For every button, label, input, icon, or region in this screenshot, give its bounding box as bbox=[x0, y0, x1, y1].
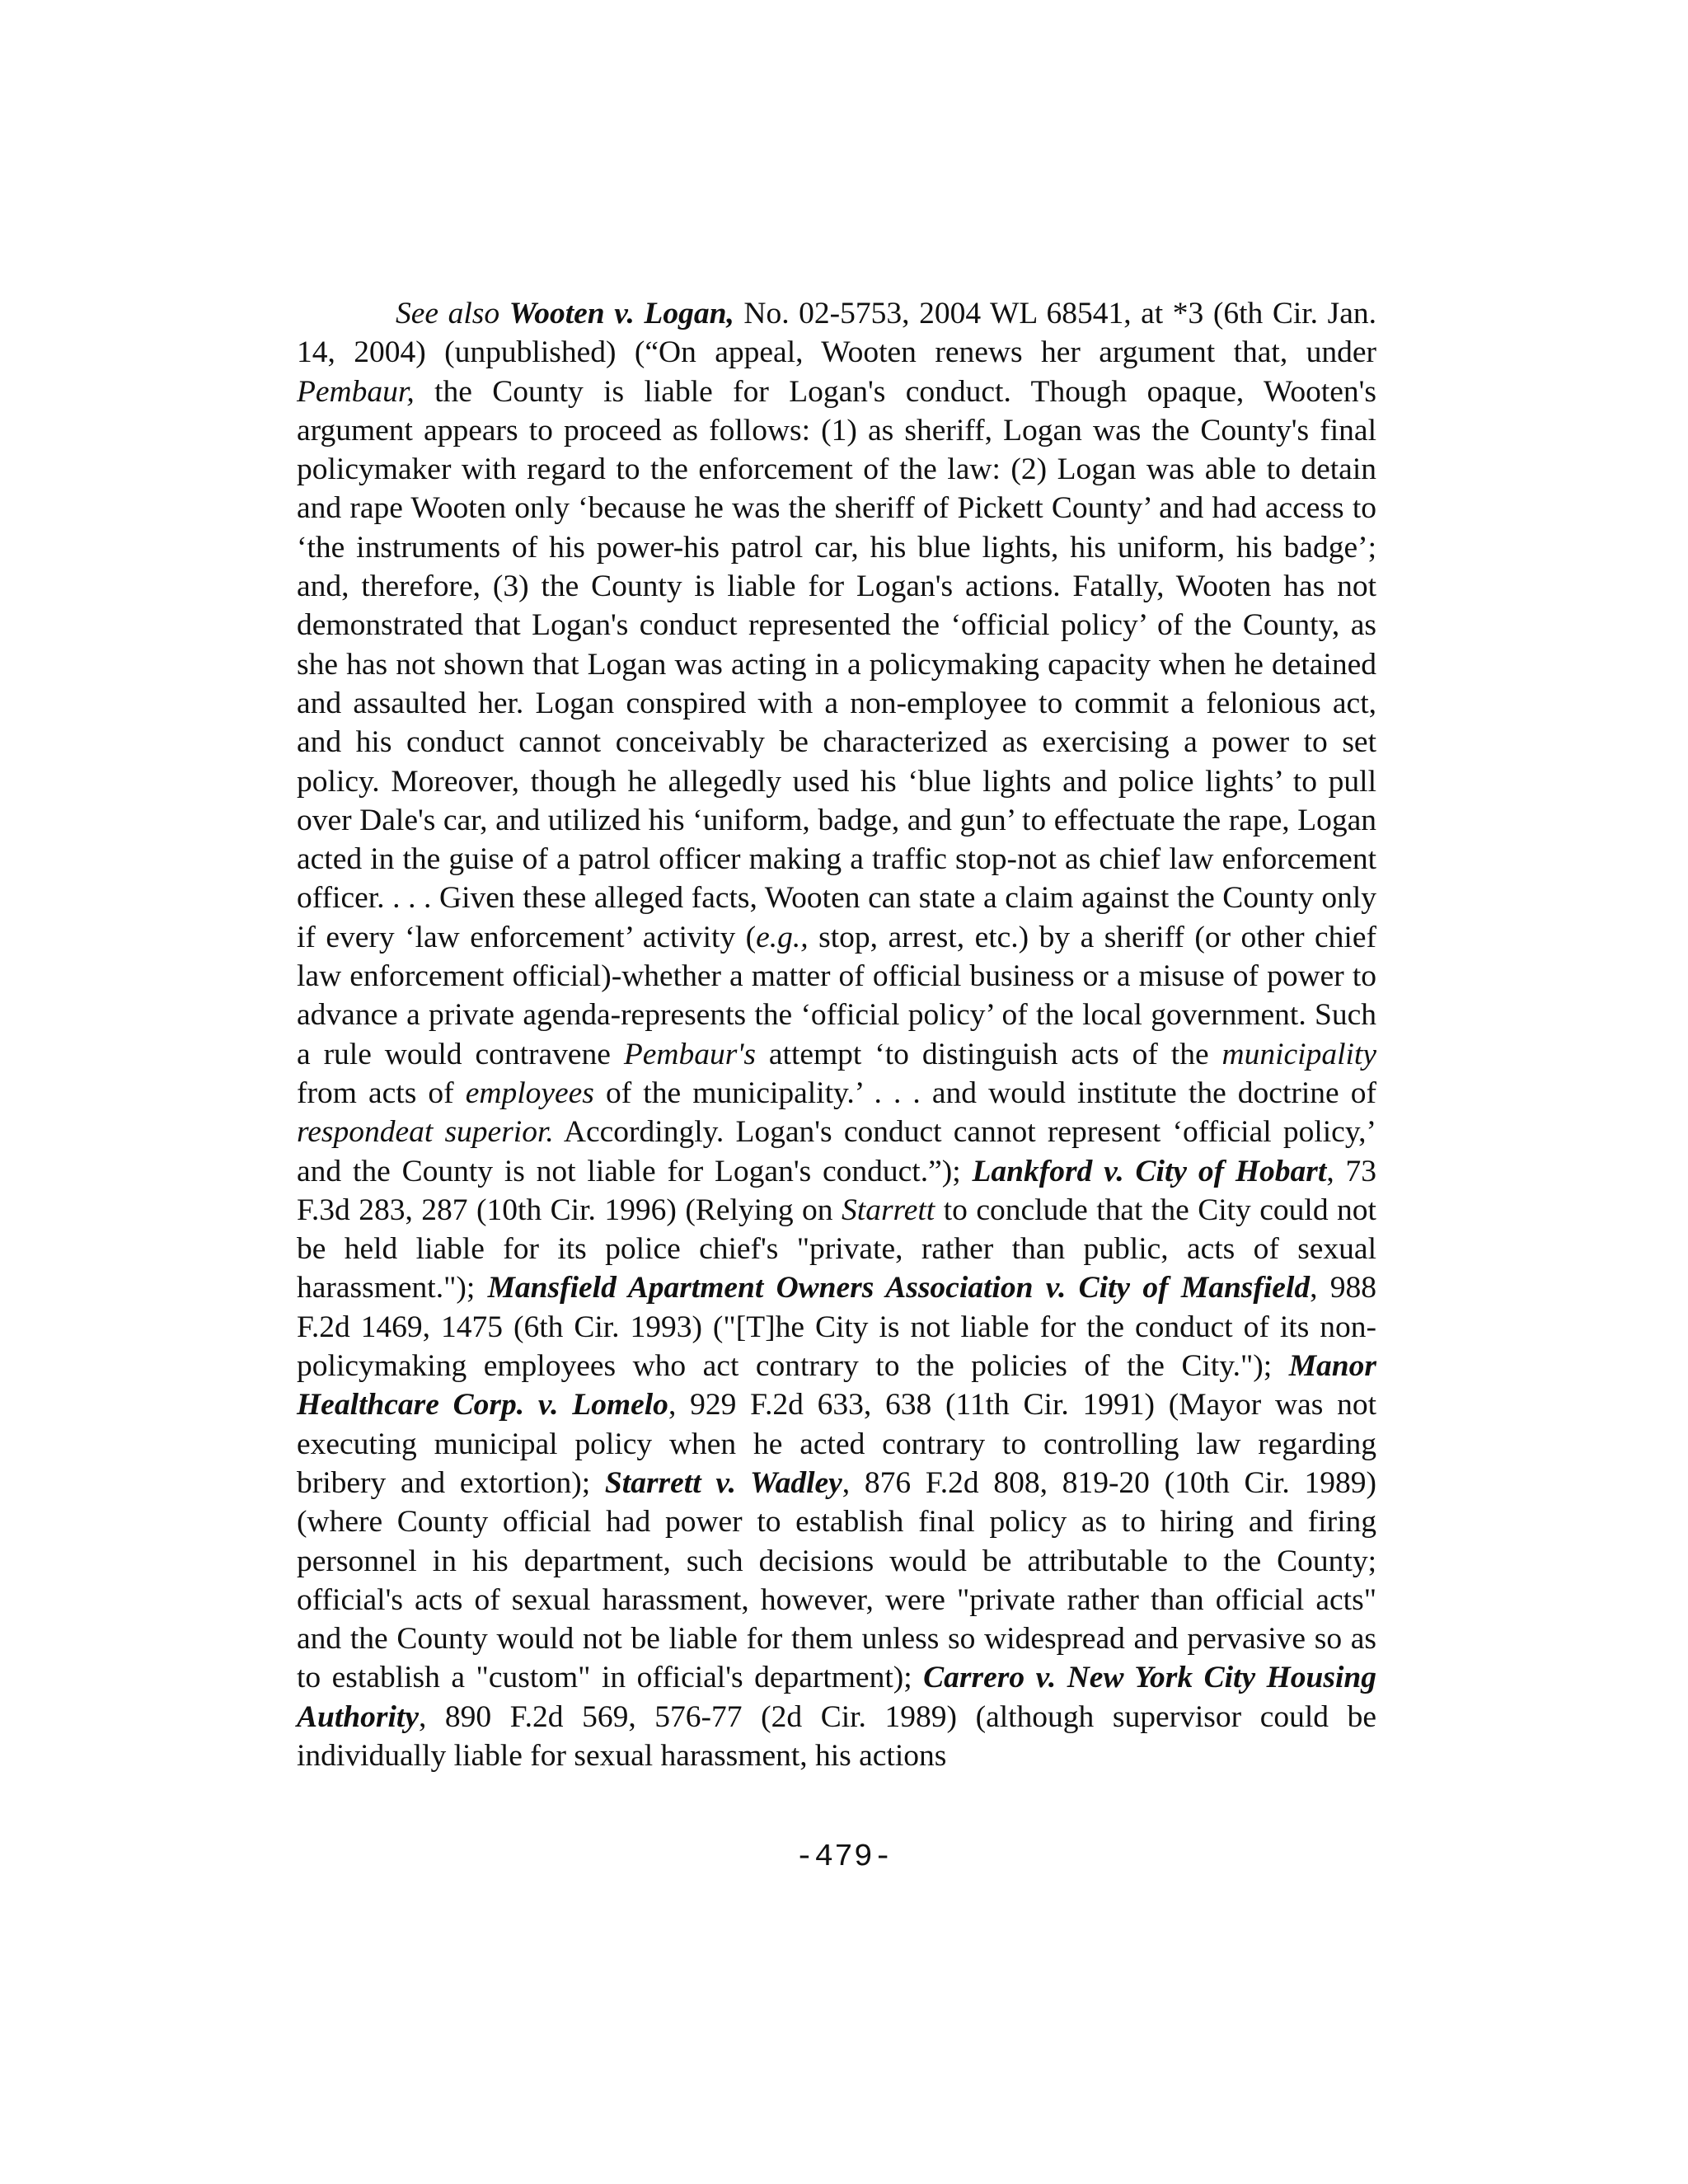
text-run: No. 02-5753, 2004 WL 68541, at *3 (6th Cir. Jan. 14, 2004) (unpublished) (“On appeal, Wooten renews her argument that, under bbox=[297, 297, 1376, 370]
case-citation: Lankford v. City of Hobart bbox=[972, 1154, 1327, 1188]
text-run: , 929 F.2d 633, 638 (11th Cir. 1991) (Mayor was not executing municipal policy when he acted contrary to controlling law regarding bribery and extortion); bbox=[297, 1388, 1376, 1500]
text-run: of the municipality.’ . . . and would institute the doctrine of bbox=[593, 1076, 1377, 1110]
text-run: to conclude that the City could not be held liable for its police chief's "private, rather than public, acts of sexual harassment."); bbox=[297, 1193, 1376, 1305]
text-run: , 988 F.2d 1469, 1475 (6th Cir. 1993) ("[T]he City is not liable for the conduct of its non-policymaking employees who act contrary to the policies of the City."); bbox=[297, 1271, 1376, 1384]
case-citation: Wooten v. Logan, bbox=[509, 297, 734, 330]
case-citation: Starrett v. Wadley bbox=[604, 1465, 842, 1500]
text-run: , 876 F.2d 808, 819-20 (10th Cir. 1989) (where County official had power to establish final policy as to hiring and firing personnel in his department, such decisions would be attributable to the County; official's acts of sexual harassment, however, were "private rather than official acts" and the County would not be liable for them unless so widespread and pervasive so as to establish a "custom" in official's department); bbox=[297, 1465, 1376, 1695]
body-paragraph bbox=[297, 294, 1376, 1775]
italic-text-run: municipality bbox=[1221, 1037, 1376, 1071]
italic-text-run: employees bbox=[465, 1076, 594, 1110]
text-run: Accordingly. Logan's conduct cannot represent ‘official policy,’ and the County is not liable for Logan's conduct.”); bbox=[297, 1115, 1376, 1188]
text-run: stop, arrest, etc.) by a sheriff (or other chief law enforcement official)-whether a matter of official business or a misuse of power to advance a private agenda-represents the ‘official policy’ of the local government. Such a rule would contravene bbox=[297, 920, 1376, 1071]
italic-text-run: e.g., bbox=[756, 920, 809, 954]
italic-text-run: Pembaur's bbox=[623, 1037, 756, 1071]
text-run: , 73 F.3d 283, 287 (10th Cir. 1996) (Relying on bbox=[297, 1154, 1377, 1227]
text-run: from acts of bbox=[297, 1076, 466, 1110]
italic-text-run: See also bbox=[396, 297, 509, 330]
case-citation: Carrero v. New York City Housing Authority bbox=[297, 1661, 1376, 1734]
italic-text-run: respondeat superior. bbox=[297, 1115, 554, 1150]
text-run: attempt ‘to distinguish acts of the bbox=[755, 1037, 1222, 1071]
case-citation: Manor Healthcare Corp. v. Lomelo bbox=[297, 1349, 1376, 1422]
text-run: the County is liable for Logan's conduct. Though opaque, Wooten's argument appears to proceed as follows: (1) as sheriff, Logan was the County's final policymaker with regard to the enforcement of the law: (2) Logan was able to detain and rape Wooten only ‘because he was the sheriff of Pickett County’ and had access to ‘the instruments of his power-his patrol car, his blue lights, his uniform, his badge’; and, therefore, (3) the County is liable for Logan's actions. Fatally, Wooten has not demonstrated that Logan's conduct represented the ‘official policy’ of the County, as she has not shown that Logan was acting in a policymaking capacity when he detained and assaulted her. Logan conspired with a non-employee to commit a felonious act, and his conduct cannot conceivably be characterized as exercising a power to set policy. Moreover, though he allegedly used his ‘blue lights and police lights’ to pull over Dale's car, and utilized his ‘uniform, badge, and gun’ to effectuate the rape, Logan acted in the guise of a patrol officer making a traffic stop-not as chief law enforcement officer. . . . Given these alleged facts, Wooten can state a claim against the County only if every ‘law enforcement’ activity ( bbox=[297, 374, 1376, 954]
page-number: -479- bbox=[795, 1840, 893, 1875]
text-run: , 890 F.2d 569, 576-77 (2d Cir. 1989) (although supervisor could be individually liable for sexual harassment, his actions bbox=[297, 1699, 1376, 1773]
italic-text-run: Starrett bbox=[842, 1193, 935, 1227]
italic-text-run: Pembaur, bbox=[297, 374, 415, 409]
case-citation: Mansfield Apartment Owners Association v. City of Mansfield bbox=[487, 1271, 1311, 1305]
